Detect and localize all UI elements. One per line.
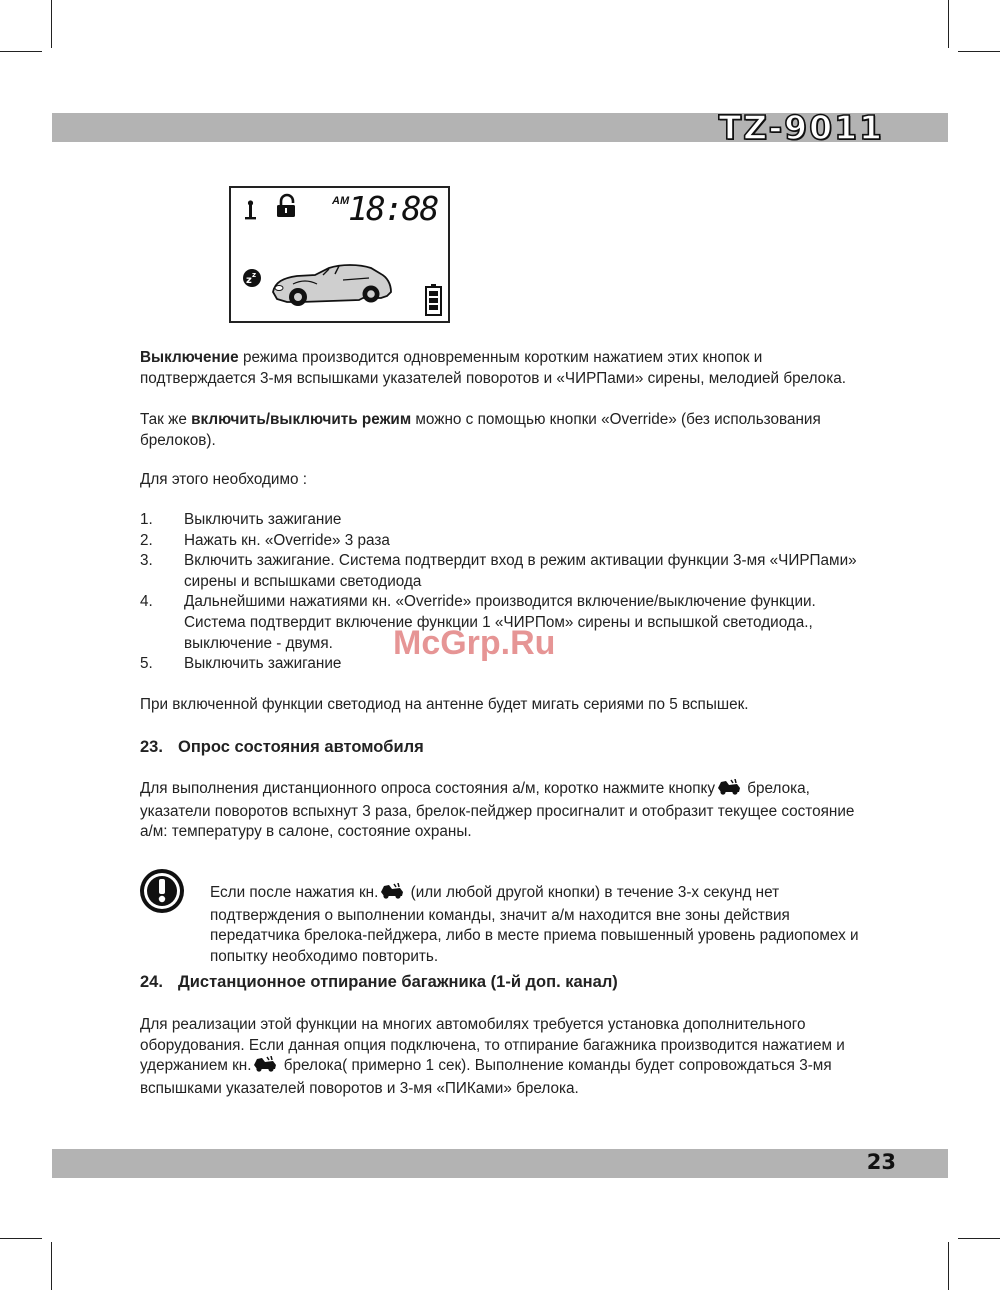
note-text: (или любой другой кнопки) в течение 3-х секунд нет подтверждения о выполнении команды, значит а/м находится вне зоны действия передатчика брелока-пейджера, либо в месте приема повышенный уровень радиопомех и попытку необходимо повторить. bbox=[210, 884, 859, 966]
convertible-car-icon bbox=[273, 265, 391, 306]
watermark: McGrp.Ru bbox=[393, 624, 556, 662]
bold-term: включить/выключить режим bbox=[191, 411, 412, 428]
list-number: 1. bbox=[140, 511, 153, 528]
section-heading-24 bbox=[140, 973, 618, 992]
svg-text:z: z bbox=[252, 271, 257, 279]
list-text: Включить зажигание. Система подтвердит вход в режим активации функции 3-мя «ЧИРПами» сирены и вспышками светодиода bbox=[184, 552, 857, 590]
section-number: 23. bbox=[140, 738, 163, 756]
crop-mark bbox=[948, 0, 949, 48]
crop-mark bbox=[958, 51, 1000, 52]
bold-term: Выключение bbox=[140, 349, 239, 366]
paragraph-text: брелока( примерно 1 сек). Выполнение команды будет сопровождаться 3-мя вспышками указателей поворотов и 3-мя «ПИКами» брелока. bbox=[140, 1057, 832, 1097]
car-button-icon bbox=[253, 1056, 277, 1079]
list-number: 5. bbox=[140, 655, 153, 673]
lcd-time: 18:88 bbox=[348, 189, 438, 228]
lcd-display bbox=[229, 186, 450, 323]
paragraph-text: можно с помощью кнопки «Override» (без использования брелоков). bbox=[140, 411, 821, 449]
crop-mark bbox=[0, 1238, 42, 1239]
list-text: Нажать кн. «Override» 3 раза bbox=[184, 531, 390, 549]
paragraph-text: Для выполнения дистанционного опроса состояния а/м, коротко нажмите кнопку bbox=[140, 780, 715, 797]
car-button-icon bbox=[717, 779, 741, 802]
antenna-icon bbox=[245, 200, 256, 219]
paragraph-led bbox=[140, 695, 860, 716]
section-title: Опрос состояния автомобиля bbox=[178, 738, 424, 756]
warning-note bbox=[210, 868, 860, 983]
model-title: TZ-9011 bbox=[718, 108, 884, 147]
crop-mark bbox=[51, 1242, 52, 1290]
list-item bbox=[140, 510, 860, 531]
list-number: 2. bbox=[140, 531, 153, 549]
exclamation-icon bbox=[138, 867, 186, 920]
note-text: Если после нажатия кн. bbox=[210, 884, 379, 902]
paragraph-required bbox=[140, 470, 860, 491]
paragraph-status-query bbox=[140, 779, 860, 843]
paragraph-text: Для реализации этой функции на многих автомобилях требуется установка дополнительного оборудования. Если данная опция подключена, то отпирание багажника производится нажатием и удержанием кн. bbox=[140, 1016, 845, 1075]
list-item bbox=[140, 531, 860, 552]
svg-text:z: z bbox=[246, 275, 252, 286]
section-heading-23 bbox=[140, 738, 424, 757]
sleep-zz-icon bbox=[243, 269, 261, 287]
list-item bbox=[140, 551, 860, 592]
paragraph-disable bbox=[140, 348, 860, 389]
section-title: Дистанционное отпирание багажника (1-й доп. канал) bbox=[178, 973, 618, 991]
paragraph-text: Для этого необходимо : bbox=[140, 471, 307, 488]
battery-icon bbox=[426, 284, 441, 315]
car-button-icon bbox=[380, 883, 404, 906]
crop-mark bbox=[958, 1238, 1000, 1239]
lock-open-icon bbox=[277, 195, 295, 217]
paragraph-trunk bbox=[140, 1015, 860, 1099]
footer-bar bbox=[52, 1149, 948, 1178]
paragraph-text: Так же bbox=[140, 411, 192, 428]
paragraph-text: режима производится одновременным коротким нажатием этих кнопок и подтверждается 3-мя вспышками указателей поворотов и «ЧИРПами» сирены, мелодией брелока. bbox=[140, 349, 846, 387]
crop-mark bbox=[51, 0, 52, 48]
section-number: 24. bbox=[140, 973, 163, 991]
list-number: 4. bbox=[140, 593, 153, 611]
paragraph-text: брелока, указатели поворотов вспыхнут 3 раза, брелок-пейджер просигналит и отобразит текущее состояние а/м: температуру в салоне, состояние охраны. bbox=[140, 780, 855, 841]
paragraph-override bbox=[140, 410, 860, 451]
crop-mark bbox=[0, 51, 42, 52]
list-number: 3. bbox=[140, 552, 153, 570]
crop-mark bbox=[948, 1242, 949, 1290]
header-bar bbox=[52, 108, 948, 147]
page-number: 23 bbox=[866, 1150, 896, 1174]
list-text: Выключить зажигание bbox=[184, 511, 342, 528]
list-text: Выключить зажигание bbox=[184, 655, 342, 673]
list-text: Дальнейшими нажатиями кн. «Override» производится включение/выключение функции. Система подтвердит включение функции 1 «ЧИРПом» сирены и вспышкой светодиода., выключение - двумя. bbox=[184, 593, 816, 652]
paragraph-text: При включенной функции светодиод на антенне будет мигать сериями по 5 вспышек. bbox=[140, 696, 749, 713]
lcd-ampm: AM bbox=[332, 195, 350, 207]
